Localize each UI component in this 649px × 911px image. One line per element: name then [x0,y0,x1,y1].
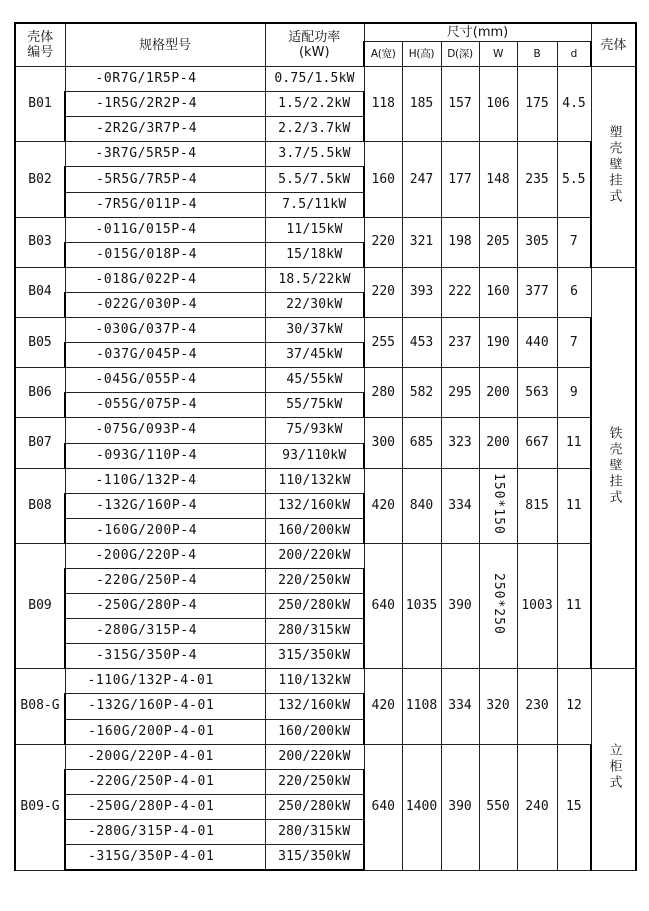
power-cell: 0.75/1.5kW [265,67,364,92]
dim-b-cell: 240 [517,744,557,870]
power-cell: 15/18kW [265,242,364,267]
power-cell: 11/15kW [265,217,364,242]
model-cell: -7R5G/011P-4 [65,192,265,217]
dim-a-cell: 280 [364,368,402,418]
power-cell: 5.5/7.5kW [265,167,364,192]
dim-d-cell: 12 [557,669,591,744]
power-cell: 220/250kW [265,568,364,593]
col-w-header: W [479,42,517,67]
dim-b-cell: 440 [517,318,557,368]
dim-d-cell: 5.5 [557,142,591,217]
dim-w-cell: 148 [479,142,517,217]
model-cell: -220G/250P-4-01 [65,769,265,794]
dim-b-cell: 175 [517,67,557,142]
table-row [15,318,636,343]
dim-b-cell: 235 [517,142,557,217]
model-cell: -075G/093P-4 [65,418,265,443]
dim-h-cell: 185 [402,67,441,142]
dim-h-cell: 685 [402,418,441,468]
dim-w-cell: 200 [479,368,517,418]
power-header [265,23,364,67]
dim-d-cell: 9 [557,368,591,418]
col-b-header: B [517,42,557,67]
dim-w-cell: 200 [479,418,517,468]
power-header-text: 适配功率 [288,30,341,46]
shell-code-cell: B05 [15,318,65,368]
dim-w-vertical-text: 250*250 [491,573,506,635]
power-cell: 18.5/22kW [265,267,364,292]
power-cell: 110/132kW [265,669,364,694]
model-cell: -132G/160P-4-01 [65,694,265,719]
dim-h-cell: 1035 [402,543,441,668]
shell-code-cell: B08-G [15,669,65,744]
dim-w-cell [479,468,517,543]
model-cell: -280G/315P-4-01 [65,819,265,844]
shell-code-cell: B02 [15,142,65,217]
dim-d-cell: 15 [557,744,591,870]
model-cell: -250G/280P-4 [65,594,265,619]
dim-d-cell: 334 [441,468,479,543]
power-cell: 3.7/5.5kW [265,142,364,167]
dim-h-cell: 840 [402,468,441,543]
model-cell: -0R7G/1R5P-4 [65,67,265,92]
table-row [15,267,636,292]
dim-d-cell: 11 [557,468,591,543]
spec-table-container [14,22,635,871]
shell-code-cell: B09-G [15,744,65,870]
housing-type-cell [591,669,636,870]
model-cell: -030G/037P-4 [65,318,265,343]
dim-h-cell: 1400 [402,744,441,870]
model-cell: -280G/315P-4 [65,619,265,644]
dim-b-cell: 667 [517,418,557,468]
dim-d-cell: 334 [441,669,479,744]
model-cell: -055G/075P-4 [65,393,265,418]
power-cell: 110/132kW [265,468,364,493]
housing-type-cell [591,67,636,268]
table-row [15,368,636,393]
power-cell: 315/350kW [265,644,364,669]
power-cell: 220/250kW [265,769,364,794]
model-cell: -022G/030P-4 [65,292,265,317]
model-cell: -315G/350P-4-01 [65,845,265,871]
table-row [15,543,636,568]
model-cell: -093G/110P-4 [65,443,265,468]
table-row [15,418,636,443]
dim-a-cell: 640 [364,543,402,668]
dim-a-cell: 118 [364,67,402,142]
power-cell: 132/160kW [265,493,364,518]
dim-d-cell: 222 [441,267,479,317]
dim-h-cell: 393 [402,267,441,317]
dim-d-cell: 390 [441,543,479,668]
dim-h-cell: 321 [402,217,441,267]
power-cell: 280/315kW [265,819,364,844]
housing-header: 壳体 [591,23,636,67]
model-cell: -200G/220P-4-01 [65,744,265,769]
model-cell: -2R2G/3R7P-4 [65,117,265,142]
power-cell: 280/315kW [265,619,364,644]
power-cell: 250/280kW [265,594,364,619]
dim-a-cell: 300 [364,418,402,468]
col-dd-header: d [557,42,591,67]
power-unit-text: (kW) [298,45,330,61]
header-row-1 [15,23,636,42]
shell-code-header [15,23,65,67]
table-row [15,744,636,769]
dim-d-cell: 295 [441,368,479,418]
dim-d-cell: 4.5 [557,67,591,142]
dimensions-header: 尺寸(mm) [364,23,591,42]
dim-a-cell: 160 [364,142,402,217]
model-cell: -015G/018P-4 [65,242,265,267]
power-cell: 30/37kW [265,318,364,343]
dim-d-cell: 237 [441,318,479,368]
dim-h-cell: 1108 [402,669,441,744]
dim-w-vertical-text: 150*150 [491,472,506,535]
dim-w-cell: 160 [479,267,517,317]
shell-code-header-text: 壳体 编号 [27,30,54,61]
dim-w-cell: 320 [479,669,517,744]
col-a-header: A(宽) [364,42,402,67]
dim-a-cell: 220 [364,217,402,267]
dim-d-cell: 11 [557,418,591,468]
model-cell: -045G/055P-4 [65,368,265,393]
model-cell: -011G/015P-4 [65,217,265,242]
dim-h-cell: 582 [402,368,441,418]
power-cell: 2.2/3.7kW [265,117,364,142]
dim-d-cell: 6 [557,267,591,317]
model-cell: -1R5G/2R2P-4 [65,92,265,117]
power-cell: 315/350kW [265,845,364,871]
power-cell: 132/160kW [265,694,364,719]
model-cell: -110G/132P-4 [65,468,265,493]
model-cell: -200G/220P-4 [65,543,265,568]
dim-a-cell: 220 [364,267,402,317]
model-cell: -5R5G/7R5P-4 [65,167,265,192]
shell-code-cell: B09 [15,543,65,668]
housing-type-cell [591,267,636,669]
model-cell: -110G/132P-4-01 [65,669,265,694]
power-cell: 1.5/2.2kW [265,92,364,117]
dim-d-cell: 390 [441,744,479,870]
shell-code-cell: B01 [15,67,65,142]
col-d-header: D(深) [441,42,479,67]
dim-d-cell: 7 [557,217,591,267]
dim-d-cell: 7 [557,318,591,368]
shell-code-cell: B08 [15,468,65,543]
housing-type-label: 立柜式 [606,743,622,792]
dim-a-cell: 640 [364,744,402,870]
dim-d-cell: 11 [557,543,591,668]
dim-h-cell: 453 [402,318,441,368]
shell-code-cell: B04 [15,267,65,317]
power-cell: 45/55kW [265,368,364,393]
dim-b-cell: 305 [517,217,557,267]
dim-d-cell: 157 [441,67,479,142]
col-h-header: H(高) [402,42,441,67]
power-cell: 22/30kW [265,292,364,317]
dim-d-cell: 198 [441,217,479,267]
model-cell: -160G/200P-4 [65,518,265,543]
dim-b-cell: 230 [517,669,557,744]
dim-h-cell: 247 [402,142,441,217]
table-row [15,468,636,493]
dim-w-cell [479,543,517,668]
dim-w-cell: 190 [479,318,517,368]
power-cell: 160/200kW [265,518,364,543]
dim-d-cell: 177 [441,142,479,217]
dim-b-cell: 377 [517,267,557,317]
model-cell: -250G/280P-4-01 [65,794,265,819]
shell-code-cell: B06 [15,368,65,418]
dim-w-cell: 106 [479,67,517,142]
power-cell: 200/220kW [265,543,364,568]
dim-b-cell: 563 [517,368,557,418]
model-cell: -160G/200P-4-01 [65,719,265,744]
model-cell: -132G/160P-4 [65,493,265,518]
dim-b-cell: 815 [517,468,557,543]
power-cell: 37/45kW [265,343,364,368]
shell-code-cell: B07 [15,418,65,468]
dim-a-cell: 420 [364,468,402,543]
table-row [15,669,636,694]
table-row [15,217,636,242]
shell-code-cell: B03 [15,217,65,267]
model-cell: -037G/045P-4 [65,343,265,368]
power-cell: 55/75kW [265,393,364,418]
table-row [15,67,636,92]
power-cell: 7.5/11kW [265,192,364,217]
model-cell: -315G/350P-4 [65,644,265,669]
table-body [15,23,636,870]
model-cell: -018G/022P-4 [65,267,265,292]
dim-b-cell: 1003 [517,543,557,668]
dim-a-cell: 255 [364,318,402,368]
housing-type-label: 塑壳壁挂式 [606,124,622,205]
table-row [15,142,636,167]
spec-table [14,22,637,871]
power-cell: 75/93kW [265,418,364,443]
model-header: 规格型号 [65,23,265,67]
dim-w-cell: 205 [479,217,517,267]
model-cell: -3R7G/5R5P-4 [65,142,265,167]
model-cell: -220G/250P-4 [65,568,265,593]
power-cell: 160/200kW [265,719,364,744]
power-cell: 93/110kW [265,443,364,468]
power-cell: 250/280kW [265,794,364,819]
dim-a-cell: 420 [364,669,402,744]
dim-d-cell: 323 [441,418,479,468]
housing-type-label: 铁壳壁挂式 [606,426,622,507]
dim-w-cell: 550 [479,744,517,870]
power-cell: 200/220kW [265,744,364,769]
